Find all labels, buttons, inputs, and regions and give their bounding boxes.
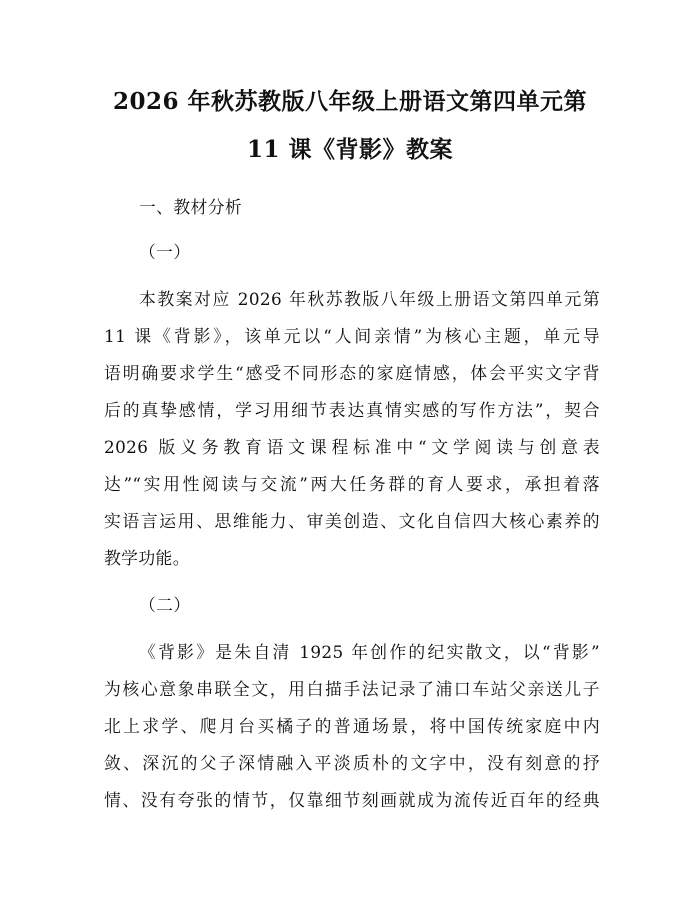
paragraph-1-line: 后的真挚感情，学习用细节表达真情实感的写作方法”，契合 <box>104 400 600 420</box>
paragraph-1-line: 本教案对应 2026 年秋苏教版八年级上册语文第四单元第 <box>139 289 600 309</box>
subsection-heading-1: （一） <box>139 242 191 262</box>
paragraph-2-line: 为核心意象串联全文，用白描手法记录了浦口车站父亲送儿子 <box>104 679 600 699</box>
paragraph-2-line: 北上求学、爬月台买橘子的普通场景，将中国传统家庭中内 <box>104 716 600 736</box>
section-heading: 一、教材分析 <box>139 197 243 217</box>
paragraph-1-line: 达”“实用性阅读与交流”两大任务群的育人要求，承担着落 <box>104 474 600 494</box>
paragraph-1-line: 语明确要求学生“感受不同形态的家庭情感，体会平实文字背 <box>104 363 600 383</box>
paragraph-1-line: 实语言运用、思维能力、审美创造、文化自信四大核心素养的 <box>104 511 600 531</box>
paragraph-1-line: 11 课《背影》，该单元以“人间亲情”为核心主题，单元导 <box>104 326 600 346</box>
paragraph-2-line: 《背影》是朱自清 1925 年创作的纪实散文，以“背影” <box>139 642 600 662</box>
document-title-line-1: 2026 年秋苏教版八年级上册语文第四单元第 <box>112 88 588 115</box>
paragraph-1-line: 教学功能。 <box>104 548 190 568</box>
document-title-line-2: 11 课《背影》教案 <box>246 136 453 163</box>
subsection-heading-2: （二） <box>139 595 191 615</box>
paragraph-2-line: 敛、深沉的父子深情融入平淡质朴的文字中，没有刻意的抒 <box>104 753 600 773</box>
paragraph-2-line: 情、没有夸张的情节，仅靠细节刻画就成为流传近百年的经典 <box>104 790 600 810</box>
paragraph-1-line: 2026 版义务教育语文课程标准中“文学阅读与创意表 <box>104 437 600 457</box>
